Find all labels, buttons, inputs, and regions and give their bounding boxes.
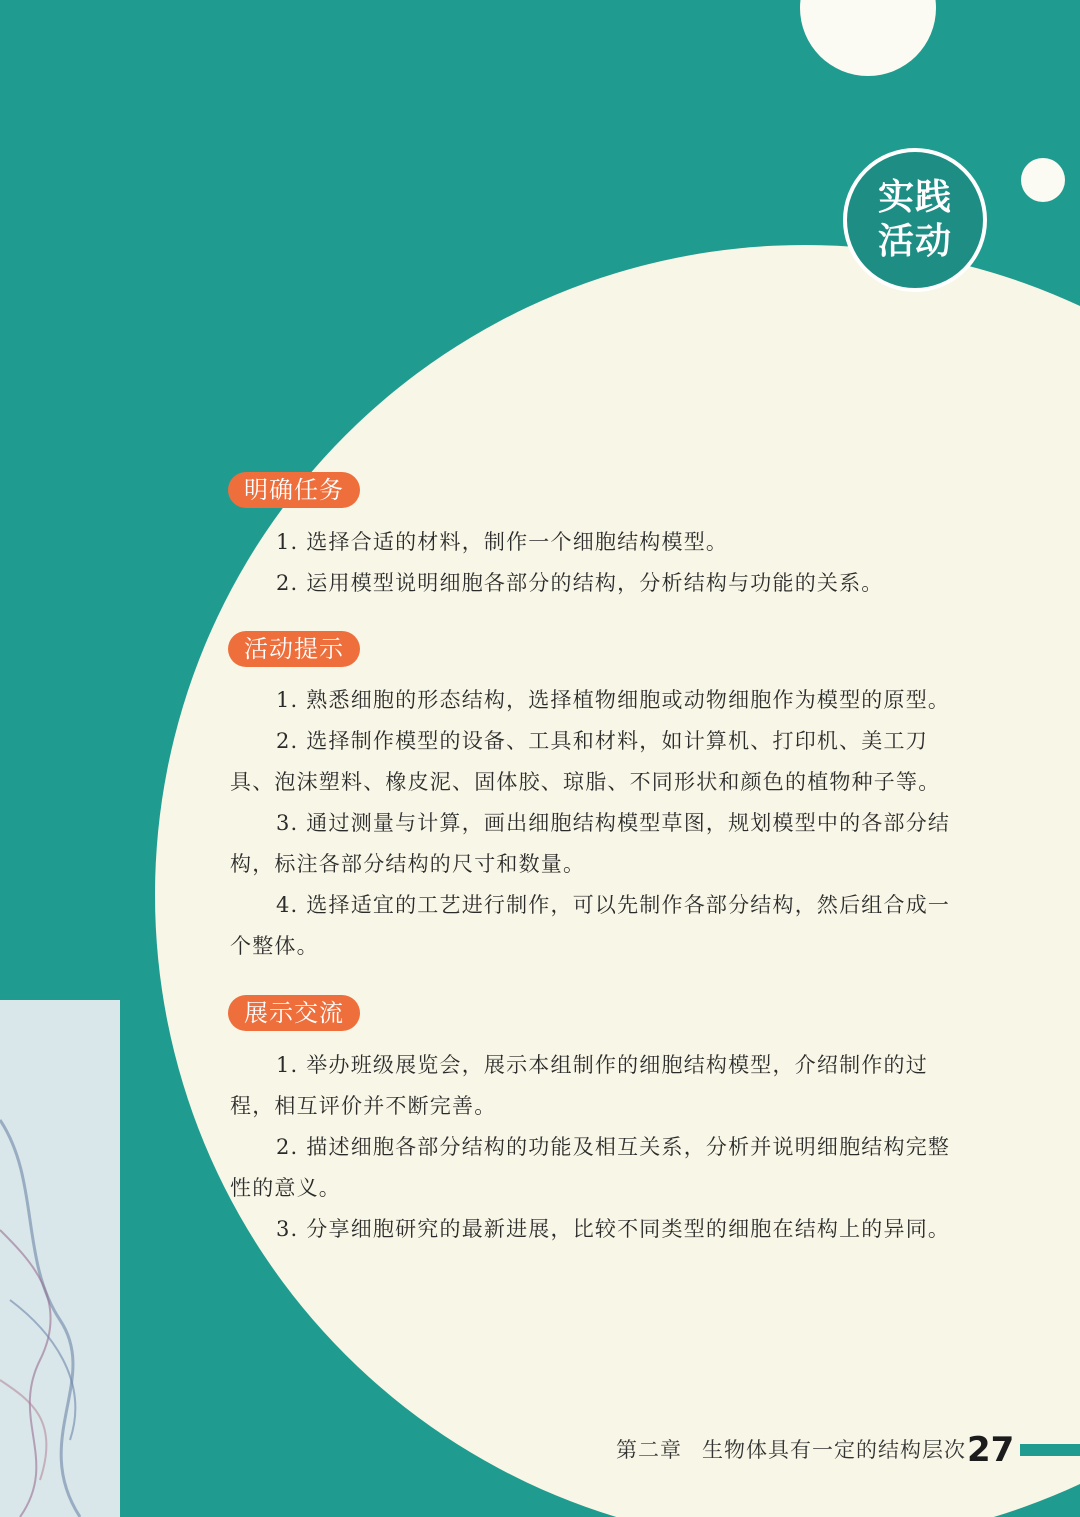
section-tag-exhibit: 展示交流 [228, 995, 360, 1031]
footer-chapter-title: 生物体具有一定的结构层次 [702, 1438, 966, 1462]
running-footer [616, 1434, 966, 1466]
footer-accent-bar [1020, 1444, 1080, 1456]
tips-item-4: 4. 选择适宜的工艺进行制作，可以先制作各部分结构，然后组合成一个整体。 [230, 893, 951, 958]
practice-activity-badge [843, 148, 987, 292]
section-tag-tips: 活动提示 [228, 631, 360, 667]
exhibit-item-2: 2. 描述细胞各部分结构的功能及相互关系，分析并说明细胞结构完整性的意义。 [230, 1135, 951, 1200]
page-number: 27 [967, 1430, 1015, 1470]
tips-item-3: 3. 通过测量与计算，画出细胞结构模型草图，规划模型中的各部分结构，标注各部分结构的尺寸和数量。 [230, 811, 951, 876]
exhibit-item-3: 3. 分享细胞研究的最新进展，比较不同类型的细胞在结构上的异同。 [276, 1217, 951, 1241]
task-item-1: 1. 选择合适的材料，制作一个细胞结构模型。 [276, 530, 729, 554]
tips-item-2: 2. 选择制作模型的设备、工具和材料，如计算机、打印机、美工刀具、泡沫塑料、橡皮泥、固体胶、琼脂、不同形状和颜色的植物种子等。 [230, 729, 941, 794]
badge-line-2: 活动 [877, 221, 952, 262]
badge-line-1: 实践 [877, 177, 952, 218]
cell-photo-strip [0, 1000, 120, 1517]
exhibit-item-1: 1. 举办班级展览会，展示本组制作的细胞结构模型，介绍制作的过程，相互评价并不断完善。 [230, 1053, 928, 1118]
decor-circle-small [1021, 158, 1065, 202]
footer-chapter: 第二章 [616, 1438, 682, 1462]
tips-item-1: 1. 熟悉细胞的形态结构，选择植物细胞或动物细胞作为模型的原型。 [276, 688, 951, 712]
section-tag-task: 明确任务 [228, 472, 360, 508]
task-item-2: 2. 运用模型说明细胞各部分的结构，分析结构与功能的关系。 [276, 571, 884, 595]
